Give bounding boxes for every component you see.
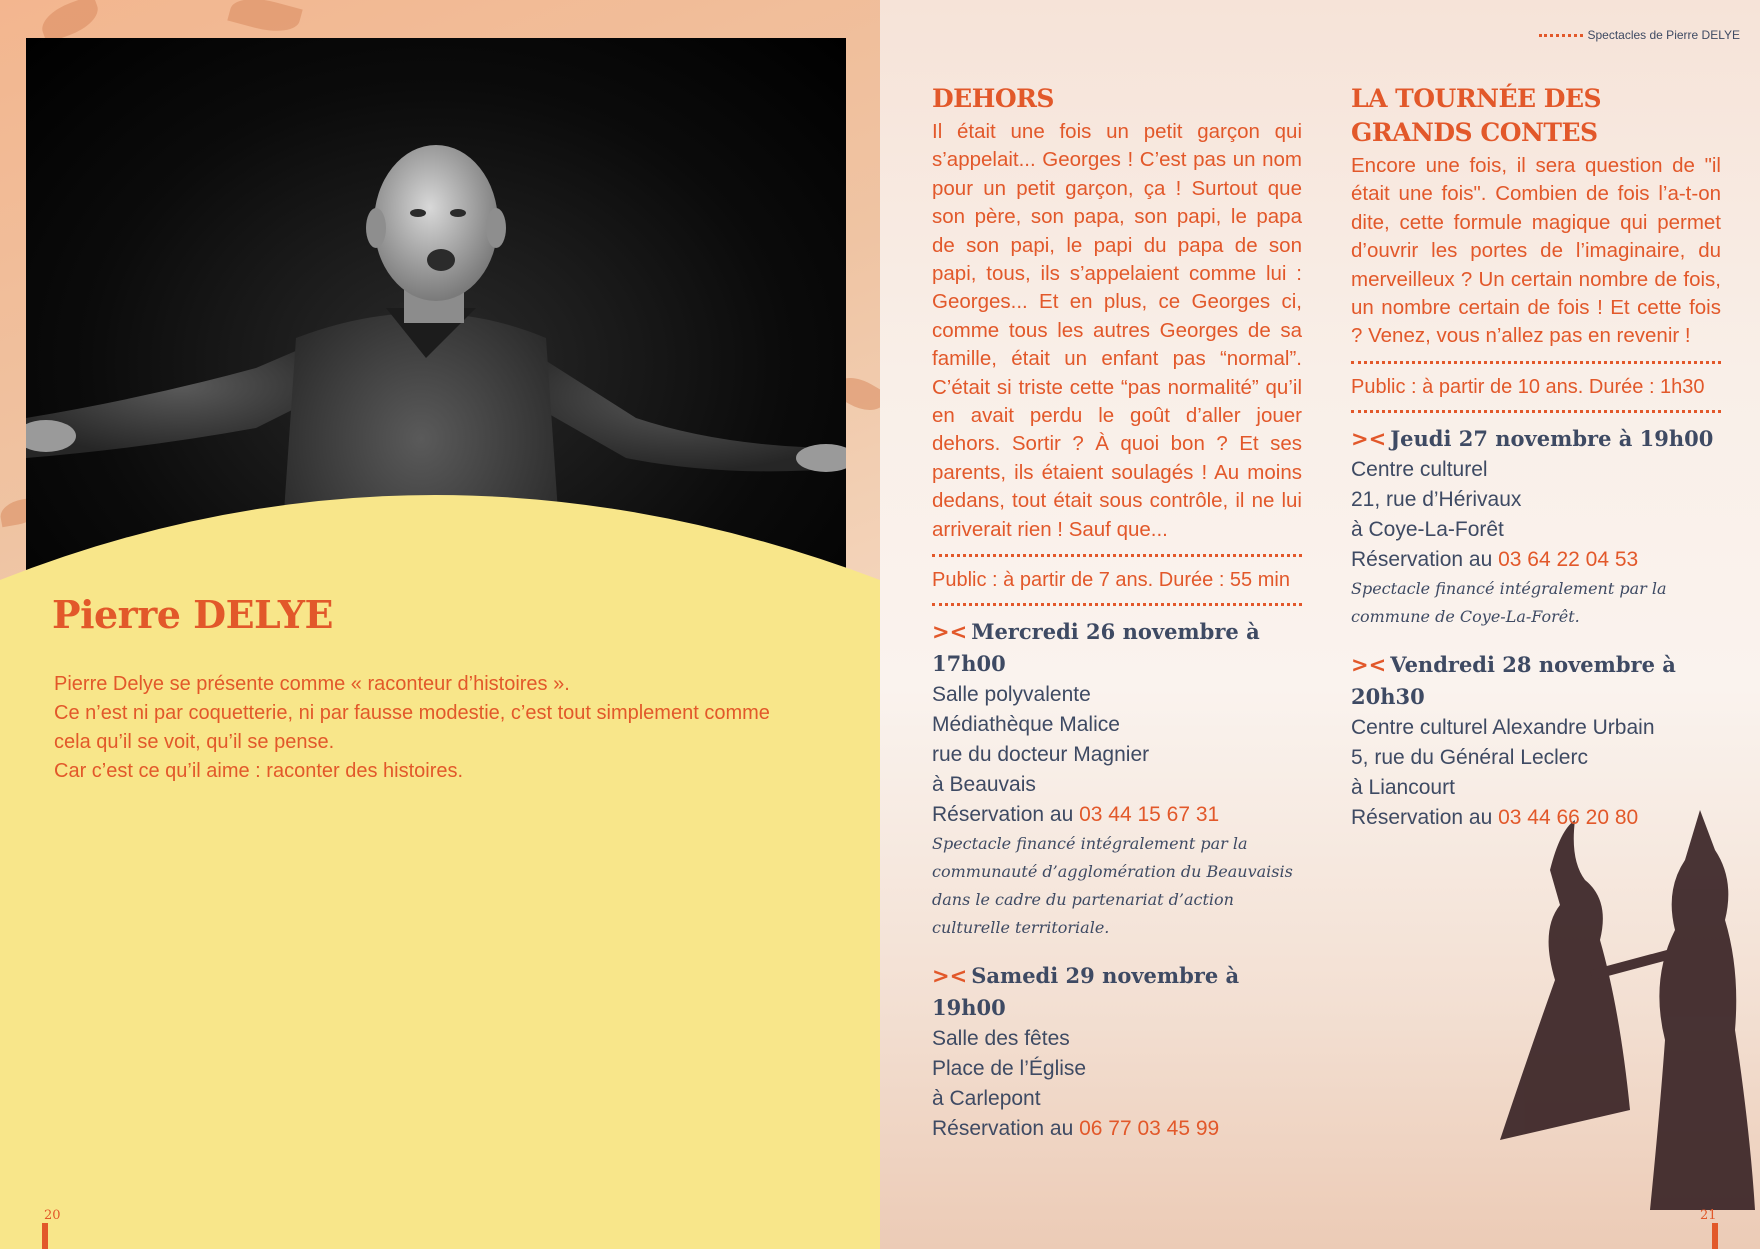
- show-column-dehors: [932, 82, 1302, 1144]
- event-block: [1351, 649, 1721, 833]
- bio-line: Car c’est ce qu’il aime : raconter des histoires.: [54, 760, 464, 782]
- reservation-label: Réservation au: [1351, 805, 1499, 829]
- event-date-text: Jeudi 27 novembre à 19h00: [1390, 425, 1714, 451]
- reservation-line: [932, 1114, 1302, 1144]
- show-title: LA TOURNÉE DES GRANDS CONTES: [1351, 84, 1602, 147]
- header-dots: [1539, 34, 1583, 37]
- venue-line: Place de l’Église: [932, 1057, 1087, 1081]
- running-header: [1539, 28, 1740, 42]
- reservation-line: [1351, 803, 1721, 833]
- scissors-icon: ><: [932, 620, 968, 645]
- dotted-divider: [932, 554, 1302, 557]
- performer-bio: [54, 670, 844, 786]
- venue-line: à Liancourt: [1351, 775, 1455, 799]
- audience-duration: Public : à partir de 7 ans. Durée : 55 min: [932, 569, 1290, 592]
- venue-line: Médiathèque Malice: [932, 713, 1120, 737]
- page-marker-right: [1712, 1223, 1718, 1249]
- scissors-icon: ><: [1351, 652, 1387, 677]
- leaf-decoration: [37, 0, 104, 43]
- event-date-text: Mercredi 26 novembre à 17h00: [932, 619, 1260, 677]
- venue-line: à Coye-La-Forêt: [1351, 517, 1504, 541]
- leaf-decoration: [227, 0, 302, 39]
- venue-line: Salle des fêtes: [932, 1027, 1070, 1051]
- scissors-icon: ><: [1351, 426, 1387, 451]
- page-number-right: 21: [1700, 1208, 1717, 1223]
- event-block: [1351, 423, 1721, 631]
- venue-line: Salle polyvalente: [932, 683, 1091, 707]
- reservation-line: [1351, 545, 1721, 575]
- phone-number[interactable]: 03 44 15 67 31: [1079, 803, 1220, 827]
- page-number-left: 20: [44, 1208, 61, 1223]
- event-date-text: Vendredi 28 novembre à 20h30: [1351, 651, 1676, 709]
- bio-line: Ce n’est ni par coquetterie, ni par fausse modestie, c’est tout simplement comme: [54, 702, 770, 724]
- venue-line: rue du docteur Magnier: [932, 743, 1150, 767]
- venue-line: Centre culturel Alexandre Urbain: [1351, 715, 1655, 739]
- dotted-divider: [932, 603, 1302, 606]
- event-date: [1351, 423, 1721, 455]
- dotted-divider: [1351, 410, 1721, 413]
- funding-note: Spectacle financé intégralement par la communauté d’agglomération du Beauvaisis dans le cadre du partenariat d’action culturelle territoriale.: [932, 834, 1293, 938]
- phone-number[interactable]: 03 64 22 04 53: [1498, 547, 1639, 571]
- phone-number[interactable]: 03 44 66 20 80: [1498, 805, 1639, 829]
- performer-name: Pierre DELYE: [52, 592, 333, 637]
- venue-line: à Beauvais: [932, 773, 1036, 797]
- reservation-label: Réservation au: [932, 1117, 1080, 1141]
- phone-number[interactable]: 06 77 03 45 99: [1079, 1117, 1220, 1141]
- right-page: [880, 0, 1760, 1249]
- event-date: [932, 960, 1302, 1024]
- header-text: Spectacles de Pierre DELYE: [1587, 28, 1740, 42]
- show-column-grands-contes: [1351, 82, 1721, 833]
- event-date: [1351, 649, 1721, 713]
- bio-line: Pierre Delye se présente comme « raconteur d’histoires ».: [54, 673, 570, 695]
- venue-line: à Carlepont: [932, 1087, 1041, 1111]
- reservation-label: Réservation au: [1351, 547, 1499, 571]
- event-block: [932, 616, 1302, 942]
- show-description: Il était une fois un petit garçon qui s’appelait... Georges ! C’est pas un nom pour un petit garçon, ça ! Surtout que son père, son papa, son papi, le papa de son papi, le papi du papa de son papi, tous, ils s’appelaient comme lui : Georges... Et en plus, ce Georges ci, comme tous les autres Georges de sa famille, était un enfant pas “normal”. C’était si triste cette “pas normalité” qu’il en avait perdu le goût d’aller jouer dehors. Sortir ? À quoi bon ? Et ses parents, ils étaient soulagés ! Au moins dedans, tout était sous contrôle, il ne lui arriverait rien ! Sauf que...: [932, 120, 1302, 541]
- scissors-icon: ><: [932, 964, 968, 989]
- venue-line: 5, rue du Général Leclerc: [1351, 745, 1588, 769]
- reservation-label: Réservation au: [932, 803, 1080, 827]
- event-date: [932, 616, 1302, 680]
- venue-line: 21, rue d’Hérivaux: [1351, 487, 1522, 511]
- show-title: DEHORS: [932, 84, 1054, 113]
- show-description: Encore une fois, il sera question de "il était une fois". Combien de fois l’a-t-on dite, cette formule magique qui permet d’ouvrir les portes de l’imaginaire, du merveilleux ? Un certain nombre de fois, un nombre certain de fois ! Et cette fois ? Venez, vous n’allez pas en revenir !: [1351, 154, 1721, 348]
- bio-line: cela qu’il se voit, qu’il se pense.: [54, 731, 335, 753]
- funding-note: Spectacle financé intégralement par la commune de Coye-La-Forêt.: [1351, 578, 1667, 626]
- audience-duration: Public : à partir de 10 ans. Durée : 1h30: [1351, 375, 1705, 398]
- reservation-line: [932, 800, 1302, 830]
- fairy-tale-silhouette-image: [1500, 810, 1760, 1220]
- page-marker-left: [42, 1223, 48, 1249]
- venue-line: Centre culturel: [1351, 457, 1488, 481]
- dotted-divider: [1351, 361, 1721, 364]
- event-date-text: Samedi 29 novembre à 19h00: [932, 963, 1240, 1021]
- event-block: [932, 960, 1302, 1144]
